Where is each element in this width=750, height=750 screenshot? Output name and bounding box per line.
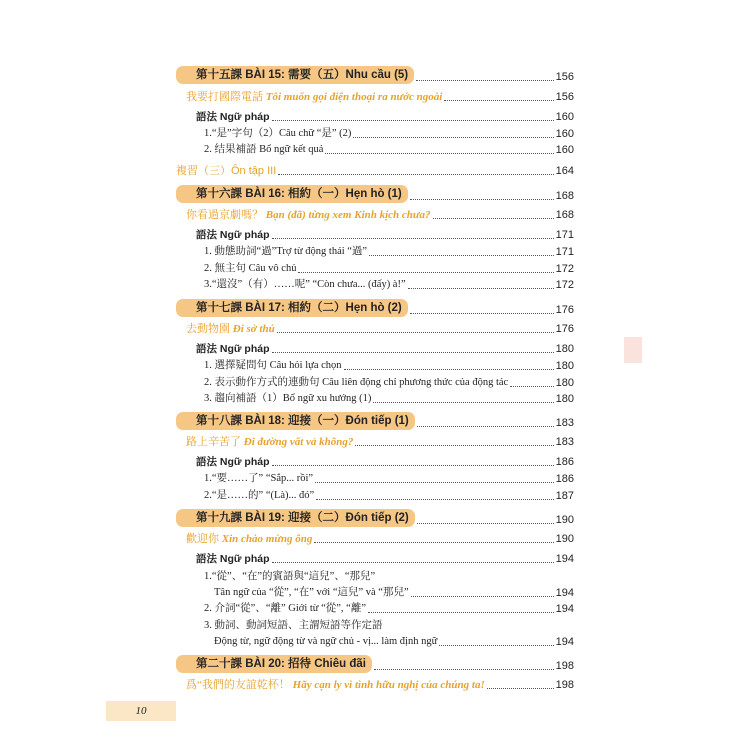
lesson-label-box: 第十五課 BÀI 15: 需要（五）Nhu cầu (5) [176,66,414,84]
toc-item[interactable]: 3.“還沒”（有）……呢” “Còn chưa... (đấy) à!” 172 [204,279,574,291]
toc-item[interactable]: 1.“要……了” “Sắp... rồi” 186 [204,473,574,485]
toc-item[interactable]: 1. 動態助詞“過”Trợ từ động thái “過” 171 [204,246,574,258]
toc-lesson-18[interactable]: 第十八課 BÀI 18: 迎接（一）Đón tiếp (1) 183 [176,412,574,430]
lesson-label-box: 第十七課 BÀI 17: 相約（二）Hẹn hò (2) [176,299,408,317]
lesson-label-box: 第十六課 BÀI 16: 相約（一）Hẹn hò (1) [176,185,408,203]
toc-section-18[interactable]: 路上辛苦了 Đi đường vất vả không? 183 [186,436,574,448]
lesson-label-box: 第二十課 BÀI 20: 招待 Chiêu đãi [176,655,372,673]
toc-item[interactable]: 2. 表示動作方式的連動句 Câu liên động chỉ phương thức của động tác 180 [204,377,574,389]
toc-section-20[interactable]: 爲“我們的友誼乾杯！ Hãy cạn ly vì tình hữu nghị của chúng ta! 198 [186,679,574,691]
toc-item[interactable]: 3. 趨向補語（1）Bổ ngữ xu hướng (1) 180 [204,393,574,405]
toc-grammar-16[interactable]: 語法 Ngữ pháp 171 [196,229,574,241]
toc-section-16[interactable]: 你看過京劇嗎？ Bạn (đã) từng xem Kinh kịch chưa? 168 [186,209,574,221]
toc-grammar-19[interactable]: 語法 Ngữ pháp 194 [196,553,574,565]
toc-review-3[interactable]: 複習（三）Ôn tập III 164 [176,165,574,177]
toc-item[interactable]: 2. 结果補語 Bổ ngữ kết quả 160 [204,144,574,156]
toc-grammar-18[interactable]: 語法 Ngữ pháp 186 [196,456,574,468]
toc-item[interactable]: 1. 選擇疑問句 Câu hỏi lựa chọn 180 [204,360,574,372]
toc-section-15[interactable]: 我要打國際電話 Tôi muốn gọi điện thoại ra nước ngoài 156 [186,91,574,103]
toc-item: 1.“從”、“在”的賓語與“這兒”、“那兒” [204,571,376,582]
toc-item: 3. 動詞、動詞短語、主謂短語等作定語 [204,620,383,631]
toc-lesson-16[interactable]: 第十六課 BÀI 16: 相約（一）Hẹn hò (1) 168 [176,185,574,203]
page-number: 156 [555,71,574,83]
lesson-label-box: 第十九課 BÀI 19: 迎接（二）Đón tiếp (2) [176,509,415,527]
toc-item[interactable]: Động từ, ngữ động từ và ngữ chủ - vị... làm định ngữ 194 [214,636,574,648]
toc-grammar-15[interactable]: 語法 Ngữ pháp 160 [196,111,574,123]
toc-item[interactable]: 2. 無主句 Câu vô chủ 172 [204,263,574,275]
toc-lesson-15[interactable] [176,66,574,84]
footer-page-number: 10 [106,701,176,721]
toc-section-17[interactable]: 去動物園 Đi sở thú 176 [186,323,574,335]
toc-item[interactable]: 2. 介詞“從”、“離” Giới từ “從”, “離” 194 [204,603,574,615]
toc-section-19[interactable]: 歡迎你 Xin chào mừng ông 190 [186,533,574,545]
toc-item[interactable]: Tân ngữ của “從”, “在” với “這兒” và “那兒” 194 [214,587,574,599]
page-edge-tab [624,337,642,363]
toc-item[interactable]: 1.“是”字句（2）Câu chữ “是” (2) 160 [204,128,574,140]
toc-lesson-20[interactable]: 第二十課 BÀI 20: 招待 Chiêu đãi 198 [176,655,574,673]
toc-lesson-17[interactable]: 第十七課 BÀI 17: 相約（二）Hẹn hò (2) 176 [176,299,574,317]
toc-lesson-19[interactable]: 第十九課 BÀI 19: 迎接（二）Đón tiếp (2) 190 [176,509,574,527]
toc-item[interactable]: 2.“是……的” “(Là)... đó” 187 [204,490,574,502]
toc-grammar-17[interactable]: 語法 Ngữ pháp 180 [196,343,574,355]
lesson-label-box: 第十八課 BÀI 18: 迎接（一）Đón tiếp (1) [176,412,415,430]
